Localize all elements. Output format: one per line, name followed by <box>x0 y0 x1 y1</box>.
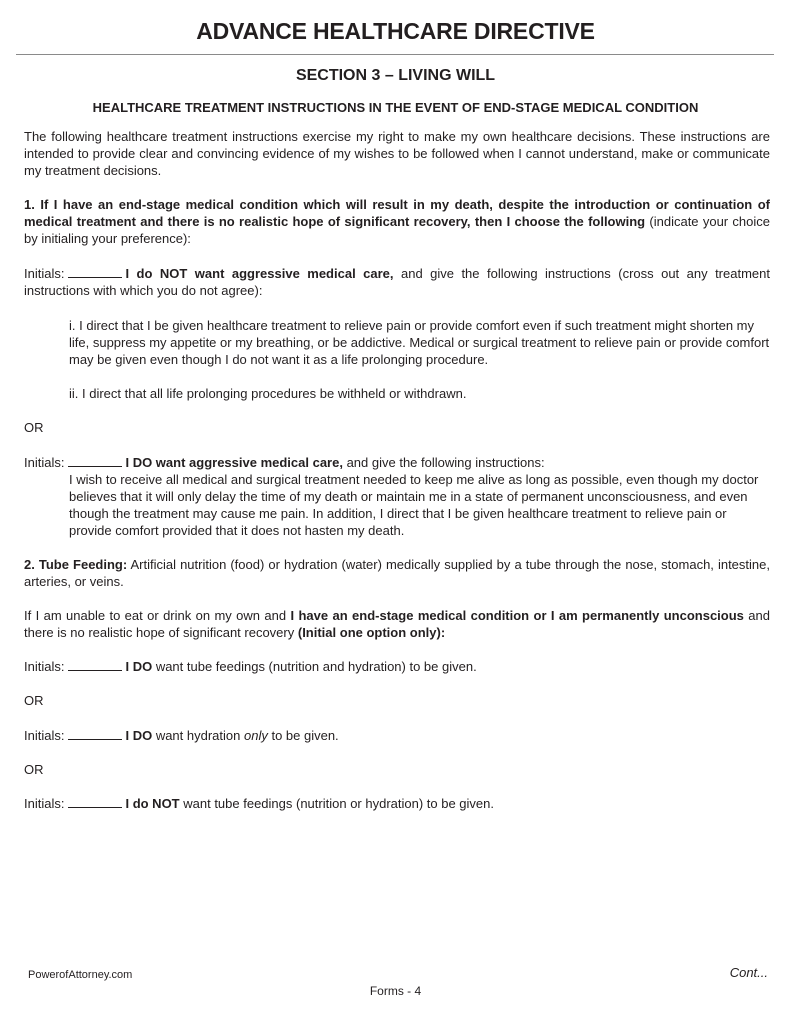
instruction-i: i. I direct that I be given healthcare treatment to relieve pain or provide comfort even if such treatment might shorten my life, suppress my appetite or my breathing, or be addictive. Medical or surgical treatment to relieve pain or provide comfort may be given even though I do not want it as a life prolonging procedure. <box>69 318 770 367</box>
section-heading: SECTION 3 – LIVING WILL <box>295 67 496 84</box>
condition-text-2: and there is no realistic hope of significant recovery <box>24 608 770 640</box>
initials-label: Initials: <box>24 455 65 470</box>
page-number: Forms - 4 <box>369 984 422 998</box>
condition-bold-2: (Initial one option only): <box>297 625 446 640</box>
initials-field[interactable] <box>68 658 122 671</box>
tube-option-hydration <box>24 727 770 744</box>
footer-site: PowerofAttorney.com <box>28 969 133 981</box>
condition-text-1: If I am unable to eat or drink on my own and <box>24 608 291 623</box>
item1-paragraph <box>24 196 770 247</box>
initials-label: Initials: <box>24 728 65 743</box>
initials-field[interactable] <box>68 727 122 740</box>
option-yes-text: and give the following instructions: <box>342 455 545 470</box>
initials-label: Initials: <box>24 659 65 674</box>
initials-label: Initials: <box>24 266 65 281</box>
item2-text: Artificial nutrition (food) or hydration (water) medically supplied by a tube through the nose, stomach, intestine, arteries, or veins. <box>24 557 770 589</box>
tube-option-full <box>24 658 770 675</box>
item2-bold: 2. Tube Feeding: <box>24 557 128 572</box>
item1-text: (indicate your choice by initialing your preference): <box>24 214 770 246</box>
item2-paragraph <box>24 556 770 590</box>
or-label: OR <box>24 693 44 708</box>
document-title: ADVANCE HEALTHCARE DIRECTIVE <box>196 18 595 44</box>
footer-continued: Cont... <box>729 965 768 980</box>
item1-bold: 1. If I have an end-stage medical condition which will result in my death, despite the introduction or continuation of medical treatment and there is no realistic hope of significant recovery, then I choose the following <box>24 197 770 229</box>
tube-option-bold: I DO <box>125 659 153 674</box>
initials-label: Initials: <box>24 796 65 811</box>
option-no-bold: I do NOT want aggressive medical care, <box>125 266 394 281</box>
condition-bold-1: I have an end-stage medical condition or I am permanently unconscious <box>290 608 744 623</box>
tube-option-text: to be given. <box>267 728 339 743</box>
initials-field[interactable] <box>68 265 122 278</box>
option-no-text: and give the following instructions (cross out any treatment instructions with which you do not agree): <box>24 266 770 298</box>
initials-field[interactable] <box>68 454 122 467</box>
option-yes-bold: I DO want aggressive medical care, <box>125 455 343 470</box>
tube-option-text: want hydration <box>152 728 244 743</box>
initials-field[interactable] <box>68 795 122 808</box>
or-label: OR <box>24 420 44 435</box>
subheading: HEALTHCARE TREATMENT INSTRUCTIONS IN THE EVENT OF END-STAGE MEDICAL CONDITION <box>92 100 699 115</box>
instruction-ii: ii. I direct that all life prolonging procedures be withheld or withdrawn. <box>69 386 467 401</box>
intro-paragraph: The following healthcare treatment instructions exercise my right to make my own healthcare decisions. These instructions are intended to provide clear and convincing evidence of my wishes to be followed when I cannot understand, make or communicate my treatment decisions. <box>24 129 770 178</box>
condition-paragraph <box>24 607 770 641</box>
tube-option-none <box>24 795 770 812</box>
aggressive-instruction: I wish to receive all medical and surgical treatment needed to keep me alive as long as possible, even though my doctor believes that it will only delay the time of my death or maintain me in a state of permanent unconsciousness, and even though the treatment may cause me pain. In addition, I direct that I be given healthcare treatment to relieve pain or provide comfort provided that it does not hasten my death. <box>69 472 759 538</box>
tube-option-bold: I DO <box>125 728 153 743</box>
header-divider <box>16 54 774 55</box>
tube-option-text: want tube feedings (nutrition or hydration) to be given. <box>179 796 494 811</box>
tube-option-bold: I do NOT <box>125 796 180 811</box>
tube-option-italic: only <box>243 728 268 743</box>
or-label: OR <box>24 762 44 777</box>
option-no-aggressive <box>24 265 770 299</box>
option-yes-aggressive <box>24 454 770 471</box>
tube-option-text: want tube feedings (nutrition and hydration) to be given. <box>152 659 477 674</box>
